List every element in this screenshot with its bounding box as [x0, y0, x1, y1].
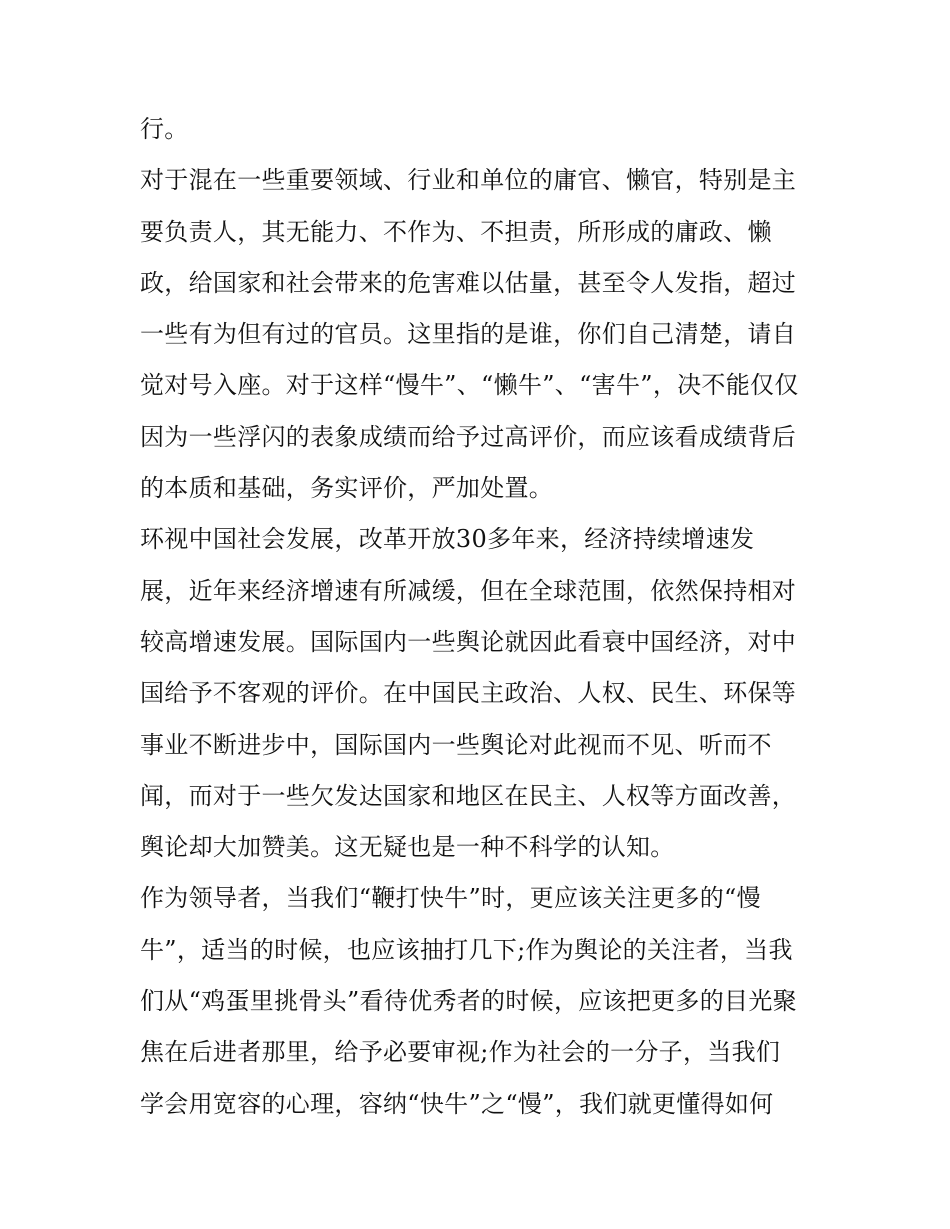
text-line: 焦在后进者那里，给予必要审视;作为社会的一分子，当我们 — [140, 1038, 781, 1067]
text-line: 较高增速发展。国际国内一些舆论就因此看衰中国经济，对中 — [140, 627, 797, 656]
document-body — [140, 104, 820, 1130]
text-line: 对于混在一些重要领域、行业和单位的庸官、懒官，特别是主 — [140, 166, 797, 195]
text-line: 学会用宽容的心理，容纳“快牛”之“慢”，我们就更懂得如何 — [140, 1089, 774, 1118]
text-line: 一些有为但有过的官员。这里指的是谁，你们自己清楚，请自 — [140, 320, 797, 349]
text-line: 政，给国家和社会带来的危害难以估量，甚至令人发指，超过 — [140, 268, 797, 297]
text-line: 舆论却大加赞美。这无疑也是一种不科学的认知。 — [140, 833, 675, 862]
text-line: 作为领导者，当我们“鞭打快牛”时，更应该关注更多的“慢 — [140, 884, 761, 913]
text-line: 因为一些浮闪的表象成绩而给予过高评价，而应该看成绩背后 — [140, 422, 797, 451]
text-line: 要负责人，其无能力、不作为、不担责，所形成的庸政、懒 — [140, 217, 772, 246]
text-line: 事业不断进步中，国际国内一些舆论对此视而不见、听而不 — [140, 730, 772, 759]
text-line: 牛”，适当的时候，也应该抽打几下;作为舆论的关注者，当我 — [140, 935, 793, 964]
text-line: 们从“鸡蛋里挑骨头”看待优秀者的时候，应该把更多的目光聚 — [140, 987, 797, 1016]
text-line: 国给予不客观的评价。在中国民主政治、人权、民生、环保等 — [140, 679, 797, 708]
text-line: 的本质和基础，务实评价，严加处置。 — [140, 474, 554, 503]
text-line: 觉对号入座。对于这样“慢牛”、“懒牛”、“害牛”，决不能仅仅 — [140, 371, 799, 400]
text-line: 展，近年来经济增速有所减缓，但在全球范围，依然保持相对 — [140, 576, 797, 605]
text-line: 闻，而对于一些欠发达国家和地区在民主、人权等方面改善， — [140, 781, 797, 810]
text-line: 行。 — [140, 115, 189, 143]
text-line: 环视中国社会发展，改革开放30多年来，经济持续增速发 — [140, 525, 755, 554]
